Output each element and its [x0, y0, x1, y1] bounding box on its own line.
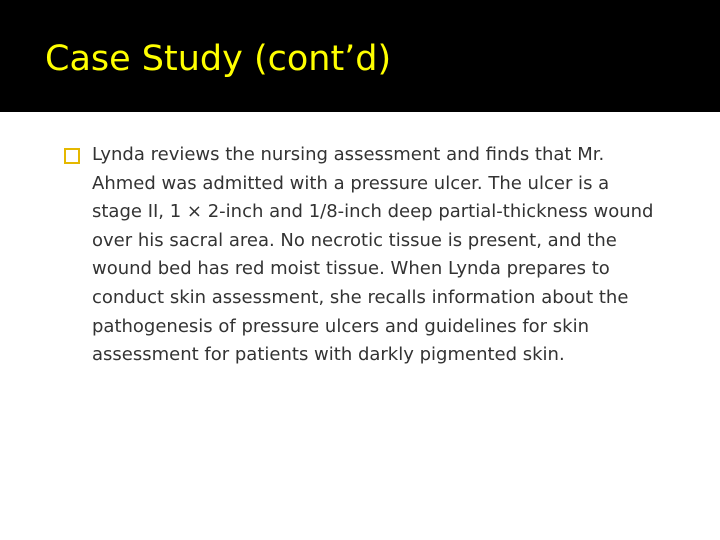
slide-title: Case Study (cont’d) [45, 39, 392, 79]
bullet-item [64, 141, 664, 370]
bullet-text: Lynda reviews the nursing assessment and finds that Mr. Ahmed was admitted with a pressure ulcer. The ulcer is a stage II, 1 × 2-inch and 1/8-inch deep partial-thickness wound over his sacral area. No necrotic tissue is present, and the wound bed has red moist tissue. When Lynda prepares to conduct skin assessment, she recalls information about the pathogenesis of pressure ulcers and guidelines for skin assessment for patients with darkly pigmented skin. [92, 144, 654, 366]
title-bar [0, 0, 720, 112]
square-bullet-icon [64, 148, 80, 164]
slide-content [64, 141, 664, 370]
